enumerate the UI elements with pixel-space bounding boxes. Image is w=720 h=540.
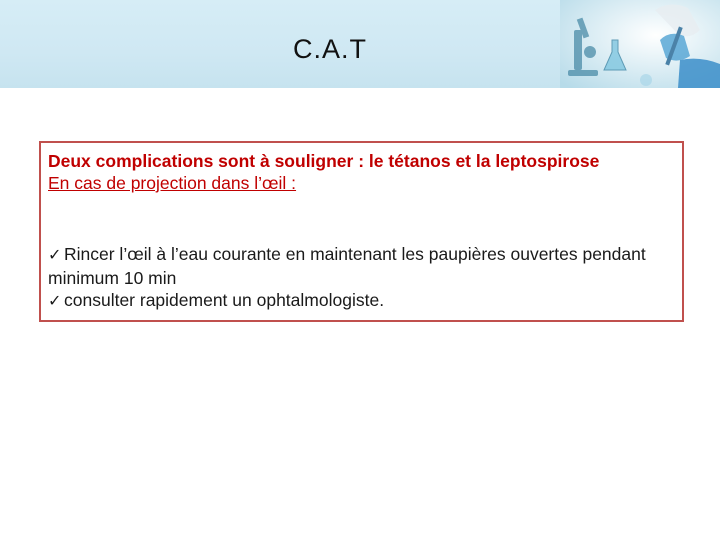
slide-title: C.A.T [292, 34, 367, 64]
list-item [48, 243, 676, 289]
complications-heading: Deux complications sont à souligner : le tétanos et la leptospirose [48, 151, 600, 171]
checkmark-icon: ✓ [48, 293, 62, 310]
list-item-text: consulter rapidement un ophtalmologiste. [64, 290, 385, 310]
list-item [48, 289, 676, 313]
eye-projection-subheading: En cas de projection dans l’œil : [48, 173, 297, 193]
content-box [39, 141, 684, 322]
list-item-text: Rincer l’œil à l’eau courante en maintenant les paupières ouvertes pendant minimum 10 min [48, 244, 646, 288]
slide-header [0, 0, 720, 88]
checkmark-icon: ✓ [48, 247, 62, 264]
spacer [48, 194, 676, 243]
laboratory-photo [560, 0, 720, 88]
